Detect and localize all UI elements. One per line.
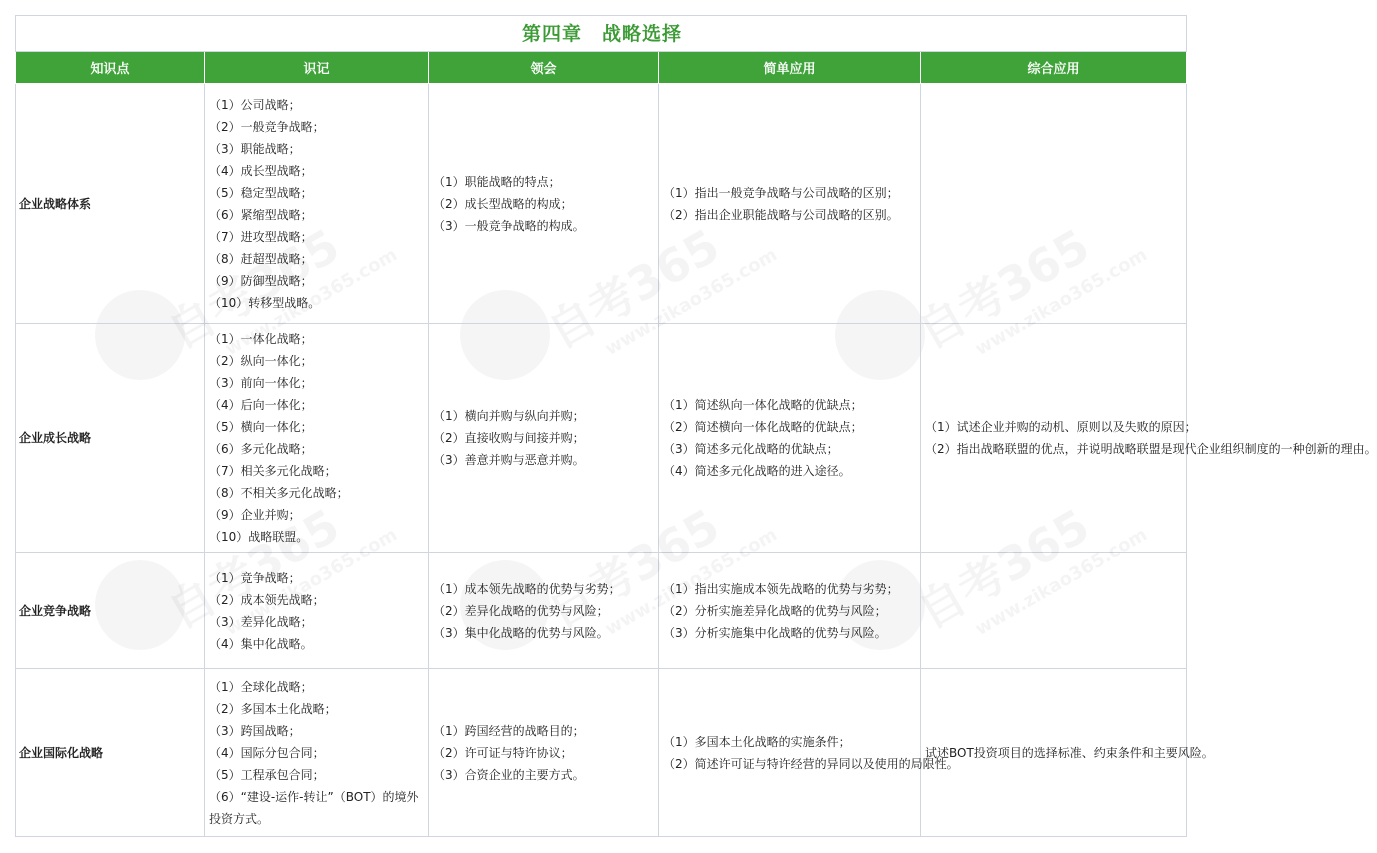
list-item: （1）竞争战略； <box>209 570 301 585</box>
table-row <box>16 84 1187 324</box>
comprehensive-application-cell <box>921 669 1214 837</box>
list-item: （3）职能战略； <box>209 141 301 156</box>
list-item: （7）进攻型战略； <box>209 229 313 244</box>
list-item: （8）不相关多元化战略； <box>209 486 349 500</box>
header-understand: 领会 <box>429 52 659 84</box>
list-item: （1）横向并购与纵向并购； <box>433 409 585 423</box>
list-item: （5）稳定型战略； <box>209 185 313 200</box>
list-item: （3）集中化战略的优势与风险。 <box>433 625 609 640</box>
list-item: （2）多国本土化战略； <box>209 701 337 716</box>
header-memorize: 识记 <box>205 52 429 84</box>
comprehensive-application-cell <box>921 84 1187 324</box>
list-item: （10）战略联盟。 <box>209 530 309 544</box>
simple-application-cell <box>659 669 959 837</box>
table-row <box>16 324 1187 553</box>
header-row <box>16 52 1187 84</box>
list-item: （1）指出一般竞争战略与公司战略的区别； <box>663 185 899 200</box>
list-item: （6）紧缩型战略； <box>209 207 313 222</box>
list-item: 试述BOT投资项目的选择标准、约束条件和主要风险。 <box>925 745 1214 760</box>
list-item: （1）多国本土化战略的实施条件； <box>663 734 851 749</box>
list-item: （6）“建设-运作-转让”（BOT）的境外投资方式。 <box>209 789 419 826</box>
list-item: （2）简述许可证与特许经营的异同以及使用的局限性。 <box>663 756 959 771</box>
syllabus-table <box>15 15 1377 837</box>
list-item: （2）成本领先战略； <box>209 592 325 607</box>
list-item: （3）善意并购与恶意并购。 <box>433 453 585 467</box>
understand-cell <box>429 324 659 553</box>
page-title: 第四章 战略选择 <box>16 16 1187 52</box>
topic-cell: 企业竞争战略 <box>16 553 205 669</box>
list-item: （2）分析实施差异化战略的优势与风险； <box>663 603 887 618</box>
understand-cell <box>429 553 659 669</box>
list-item: （4）成长型战略； <box>209 163 313 178</box>
list-item: （2）纵向一体化； <box>209 354 313 368</box>
memorize-cell <box>205 84 429 324</box>
memorize-cell <box>205 669 429 837</box>
header-knowledge-point: 知识点 <box>16 52 205 84</box>
memorize-cell <box>205 553 429 669</box>
topic-cell: 企业国际化战略 <box>16 669 205 837</box>
list-item: （1）职能战略的特点； <box>433 174 561 189</box>
list-item: （3）差异化战略； <box>209 614 313 629</box>
list-item: （2）成长型战略的构成； <box>433 196 573 211</box>
list-item: （7）相关多元化战略； <box>209 464 337 478</box>
list-item: （2）许可证与特许协议； <box>433 745 573 760</box>
list-item: （1）公司战略； <box>209 97 301 112</box>
header-comprehensive-application: 综合应用 <box>921 52 1187 84</box>
list-item: （2）差异化战略的优势与风险； <box>433 603 609 618</box>
list-item: （5）横向一体化； <box>209 420 313 434</box>
list-item: （2）指出企业职能战略与公司战略的区别。 <box>663 207 899 222</box>
list-item: （3）前向一体化； <box>209 376 313 390</box>
page-container <box>15 15 1377 837</box>
list-item: （1）全球化战略； <box>209 679 313 694</box>
list-item: （8）赶超型战略； <box>209 251 313 266</box>
list-item: （3）跨国战略； <box>209 723 301 738</box>
topic-cell: 企业成长战略 <box>16 324 205 553</box>
table-row <box>16 669 1187 837</box>
list-item: （1）成本领先战略的优势与劣势； <box>433 581 621 596</box>
list-item: （4）后向一体化； <box>209 398 313 412</box>
list-item: （1）试述企业并购的动机、原则以及失败的原因； <box>925 420 1197 434</box>
comprehensive-application-cell <box>921 553 1187 669</box>
table-row <box>16 553 1187 669</box>
list-item: （4）国际分包合同； <box>209 745 325 760</box>
list-item: （4）集中化战略。 <box>209 636 313 651</box>
list-item: （1）指出实施成本领先战略的优势与劣势； <box>663 581 899 596</box>
understand-cell <box>429 84 659 324</box>
list-item: （1）简述纵向一体化战略的优缺点； <box>663 398 863 412</box>
simple-application-cell <box>659 553 921 669</box>
understand-cell <box>429 669 659 837</box>
list-item: （1）一体化战略； <box>209 332 313 346</box>
list-item: （2）一般竞争战略； <box>209 119 325 134</box>
list-item: （4）简述多元化战略的进入途径。 <box>663 464 851 478</box>
list-item: （2）直接收购与间接并购； <box>433 431 585 445</box>
list-item: （3）分析实施集中化战略的优势与风险。 <box>663 625 887 640</box>
simple-application-cell <box>659 84 921 324</box>
topic-cell: 企业战略体系 <box>16 84 205 324</box>
list-item: （3）一般竞争战略的构成。 <box>433 218 585 233</box>
header-simple-application: 简单应用 <box>659 52 921 84</box>
list-item: （2）指出战略联盟的优点，并说明战略联盟是现代企业组织制度的一种创新的理由。 <box>925 442 1377 456</box>
list-item: （5）工程承包合同； <box>209 767 325 782</box>
list-item: （3）合资企业的主要方式。 <box>433 767 585 782</box>
list-item: （9）企业并购； <box>209 508 301 522</box>
memorize-cell <box>205 324 429 553</box>
list-item: （3）简述多元化战略的优缺点； <box>663 442 839 456</box>
list-item: （6）多元化战略； <box>209 442 313 456</box>
list-item: （2）简述横向一体化战略的优缺点； <box>663 420 863 434</box>
list-item: （10）转移型战略。 <box>209 295 321 310</box>
comprehensive-application-cell <box>921 324 1377 553</box>
list-item: （1）跨国经营的战略目的； <box>433 723 585 738</box>
simple-application-cell <box>659 324 921 553</box>
list-item: （9）防御型战略； <box>209 273 313 288</box>
